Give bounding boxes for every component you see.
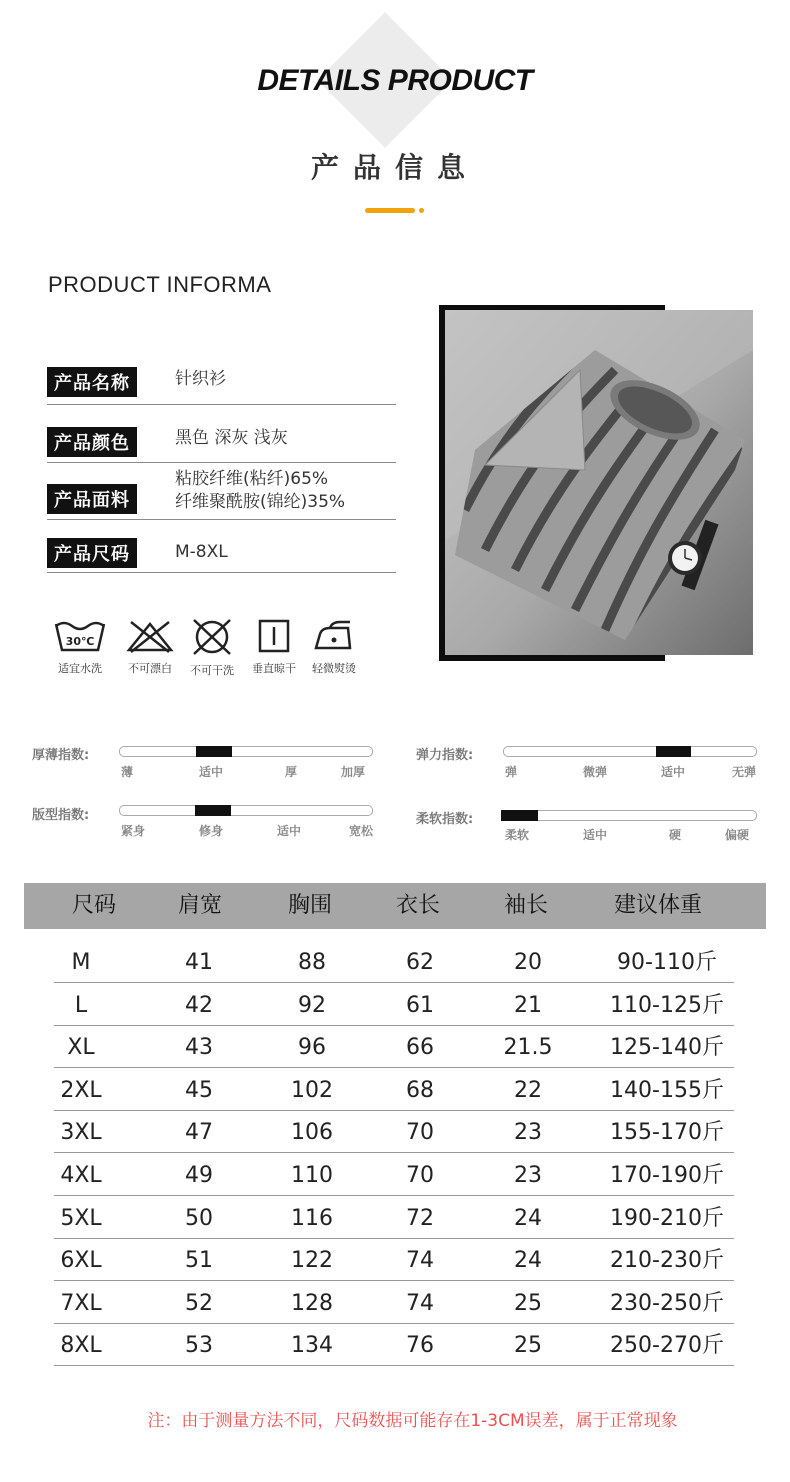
table-cell: 230-250斤 <box>610 1290 724 1316</box>
table-cell: 61 <box>406 992 434 1018</box>
table-cell: 134 <box>291 1333 333 1359</box>
table-row <box>54 983 734 1026</box>
info-value: 针织衫 <box>175 369 226 389</box>
scale-thickness-marker <box>196 746 232 757</box>
table-cell: 24 <box>514 1248 542 1274</box>
care-hang-dry <box>242 618 306 676</box>
table-row <box>54 1238 734 1281</box>
table-cell: 4XL <box>60 1163 102 1188</box>
scale-softness-ticks <box>503 826 773 842</box>
table-cell: 66 <box>406 1035 434 1061</box>
scale-fit-marker <box>195 805 231 816</box>
table-cell: 190-210斤 <box>610 1205 724 1231</box>
info-row-name <box>47 366 396 405</box>
table-cell: 76 <box>406 1333 434 1359</box>
table-cell: 23 <box>514 1163 542 1188</box>
table-cell: 6XL <box>60 1248 102 1274</box>
care-dry-clean <box>180 618 244 678</box>
table-cell: M <box>71 950 91 975</box>
table-cell: 51 <box>185 1248 213 1274</box>
scale-tick: 弹 <box>505 765 518 779</box>
table-cell: 170-190斤 <box>610 1163 724 1188</box>
table-header-cell: 尺码 <box>71 893 116 918</box>
table-cell: 21 <box>514 992 542 1018</box>
table-cell: 53 <box>185 1333 213 1359</box>
table-cell: 52 <box>185 1290 213 1316</box>
scale-thickness-name: 厚薄指数: <box>32 748 90 763</box>
page-subtitle: 产品信息 <box>310 151 479 184</box>
table-cell: 62 <box>406 950 434 975</box>
accent-dot <box>419 208 424 213</box>
table-row <box>54 1068 734 1111</box>
table-header-cell: 衣长 <box>395 893 440 918</box>
info-value-line2: 纤维聚酰胺(锦纶)35% <box>175 492 346 512</box>
care-label: 轻微熨烫 <box>312 662 356 675</box>
scale-tick: 适中 <box>199 765 224 779</box>
care-bleach <box>118 618 182 676</box>
table-cell: 20 <box>514 950 542 975</box>
info-label: 产品名称 <box>47 367 137 397</box>
table-row <box>54 1281 734 1324</box>
table-cell: 110 <box>291 1163 333 1188</box>
scale-tick: 加厚 <box>341 765 366 779</box>
table-cell: 25 <box>514 1290 542 1316</box>
care-label: 适宜水洗 <box>58 662 102 675</box>
table-row <box>54 1153 734 1196</box>
info-label: 产品面料 <box>47 484 137 514</box>
table-row <box>54 1025 734 1068</box>
table-cell: 42 <box>185 992 213 1018</box>
measurement-note: 注：由于测量方法不同，尺码数据可能存在1-3CM误差，属于正常现象 <box>147 1411 678 1431</box>
table-cell: 8XL <box>60 1333 102 1359</box>
scale-tick: 修身 <box>199 824 224 838</box>
care-iron <box>302 618 366 676</box>
scale-tick: 紧身 <box>121 824 146 838</box>
scale-tick: 厚 <box>285 765 298 779</box>
product-info-title: PRODUCT INFORMA <box>48 272 272 297</box>
table-cell: 74 <box>406 1248 434 1274</box>
table-cell: 3XL <box>60 1120 102 1146</box>
info-value-line1: 粘胶纤维(粘纤)65% <box>175 469 329 489</box>
table-header-cell: 胸围 <box>287 893 332 918</box>
table-cell: 72 <box>406 1205 434 1231</box>
info-row-size <box>47 536 396 573</box>
care-wash <box>48 618 112 676</box>
table-cell: 2XL <box>60 1077 102 1103</box>
scale-tick: 柔软 <box>505 828 530 842</box>
table-cell: 90-110斤 <box>617 950 717 975</box>
table-cell: XL <box>67 1035 95 1061</box>
table-cell: 24 <box>514 1205 542 1231</box>
scale-tick: 偏硬 <box>725 828 750 842</box>
scale-elasticity-ticks <box>503 763 773 779</box>
scale-tick: 薄 <box>121 765 134 779</box>
scale-tick: 无弹 <box>732 765 757 779</box>
table-cell: 116 <box>291 1205 333 1231</box>
table-cell: L <box>74 992 88 1018</box>
table-cell: 49 <box>185 1163 213 1188</box>
table-cell: 68 <box>406 1077 434 1103</box>
table-cell: 45 <box>185 1077 213 1103</box>
table-cell: 210-230斤 <box>610 1248 724 1274</box>
table-cell: 43 <box>185 1035 213 1061</box>
scale-softness-track <box>501 810 757 821</box>
table-row <box>54 1196 734 1239</box>
wash-30-icon <box>52 618 108 654</box>
scale-tick: 硬 <box>669 828 682 842</box>
table-row <box>54 940 734 983</box>
scale-tick: 适中 <box>661 765 686 779</box>
product-photo <box>445 310 753 655</box>
scale-fit-name: 版型指数: <box>32 808 90 823</box>
table-cell: 140-155斤 <box>610 1077 724 1103</box>
table-header-cell: 建议体重 <box>613 893 702 918</box>
table-cell: 102 <box>291 1077 333 1103</box>
no-dry-clean-icon <box>190 618 234 656</box>
table-cell: 88 <box>298 950 326 975</box>
care-label: 不可干洗 <box>190 664 234 677</box>
table-cell: 110-125斤 <box>610 992 724 1018</box>
page-title: DETAILS PRODUCT <box>257 64 533 97</box>
no-bleach-icon <box>125 618 175 654</box>
info-row-color <box>47 424 396 463</box>
info-value: 黑色 深灰 浅灰 <box>175 428 288 448</box>
table-cell: 122 <box>291 1248 333 1274</box>
info-label: 产品颜色 <box>47 427 137 457</box>
care-label: 垂直晾干 <box>252 662 296 675</box>
table-row <box>54 1323 734 1366</box>
table-cell: 70 <box>406 1120 434 1146</box>
hang-dry-icon <box>256 618 292 654</box>
table-cell: 92 <box>298 992 326 1018</box>
table-cell: 41 <box>185 950 213 975</box>
table-cell: 74 <box>406 1290 434 1316</box>
scale-thickness-ticks <box>119 763 379 779</box>
scale-elasticity-marker <box>656 746 691 757</box>
scale-thickness-track <box>119 746 373 757</box>
table-header-cell: 肩宽 <box>177 893 222 918</box>
table-cell: 5XL <box>60 1205 102 1231</box>
table-row <box>54 1110 734 1153</box>
accent-divider <box>365 208 415 213</box>
table-cell: 155-170斤 <box>610 1120 724 1146</box>
table-header-cell: 袖长 <box>503 893 548 918</box>
scale-tick: 适中 <box>583 828 608 842</box>
scale-elasticity-track <box>503 746 757 757</box>
care-label: 不可漂白 <box>128 662 172 675</box>
info-value: M-8XL <box>175 542 228 562</box>
table-cell: 96 <box>298 1035 326 1061</box>
svg-text:30℃: 30℃ <box>65 635 95 648</box>
table-cell: 50 <box>185 1205 213 1231</box>
scale-tick: 微弹 <box>583 765 608 779</box>
table-cell: 47 <box>185 1120 213 1146</box>
scale-fit-ticks <box>119 822 389 838</box>
iron-low-icon <box>310 618 358 654</box>
scale-elasticity-name: 弹力指数: <box>416 748 474 763</box>
scale-softness-name: 柔软指数: <box>416 812 474 827</box>
info-label: 产品尺码 <box>47 538 137 568</box>
info-row-fabric <box>47 466 396 520</box>
table-cell: 250-270斤 <box>610 1333 724 1359</box>
scale-fit-track <box>119 805 373 816</box>
table-cell: 106 <box>291 1120 333 1146</box>
table-cell: 7XL <box>60 1290 102 1316</box>
table-cell: 25 <box>514 1333 542 1359</box>
size-table-header <box>24 883 766 929</box>
scale-softness-marker <box>501 810 538 821</box>
table-cell: 128 <box>291 1290 333 1316</box>
table-cell: 125-140斤 <box>610 1035 724 1061</box>
scale-tick: 宽松 <box>349 824 374 838</box>
table-cell: 22 <box>514 1077 542 1103</box>
scale-tick: 适中 <box>277 824 302 838</box>
table-cell: 23 <box>514 1120 542 1146</box>
table-cell: 70 <box>406 1163 434 1188</box>
table-cell: 21.5 <box>503 1035 553 1061</box>
